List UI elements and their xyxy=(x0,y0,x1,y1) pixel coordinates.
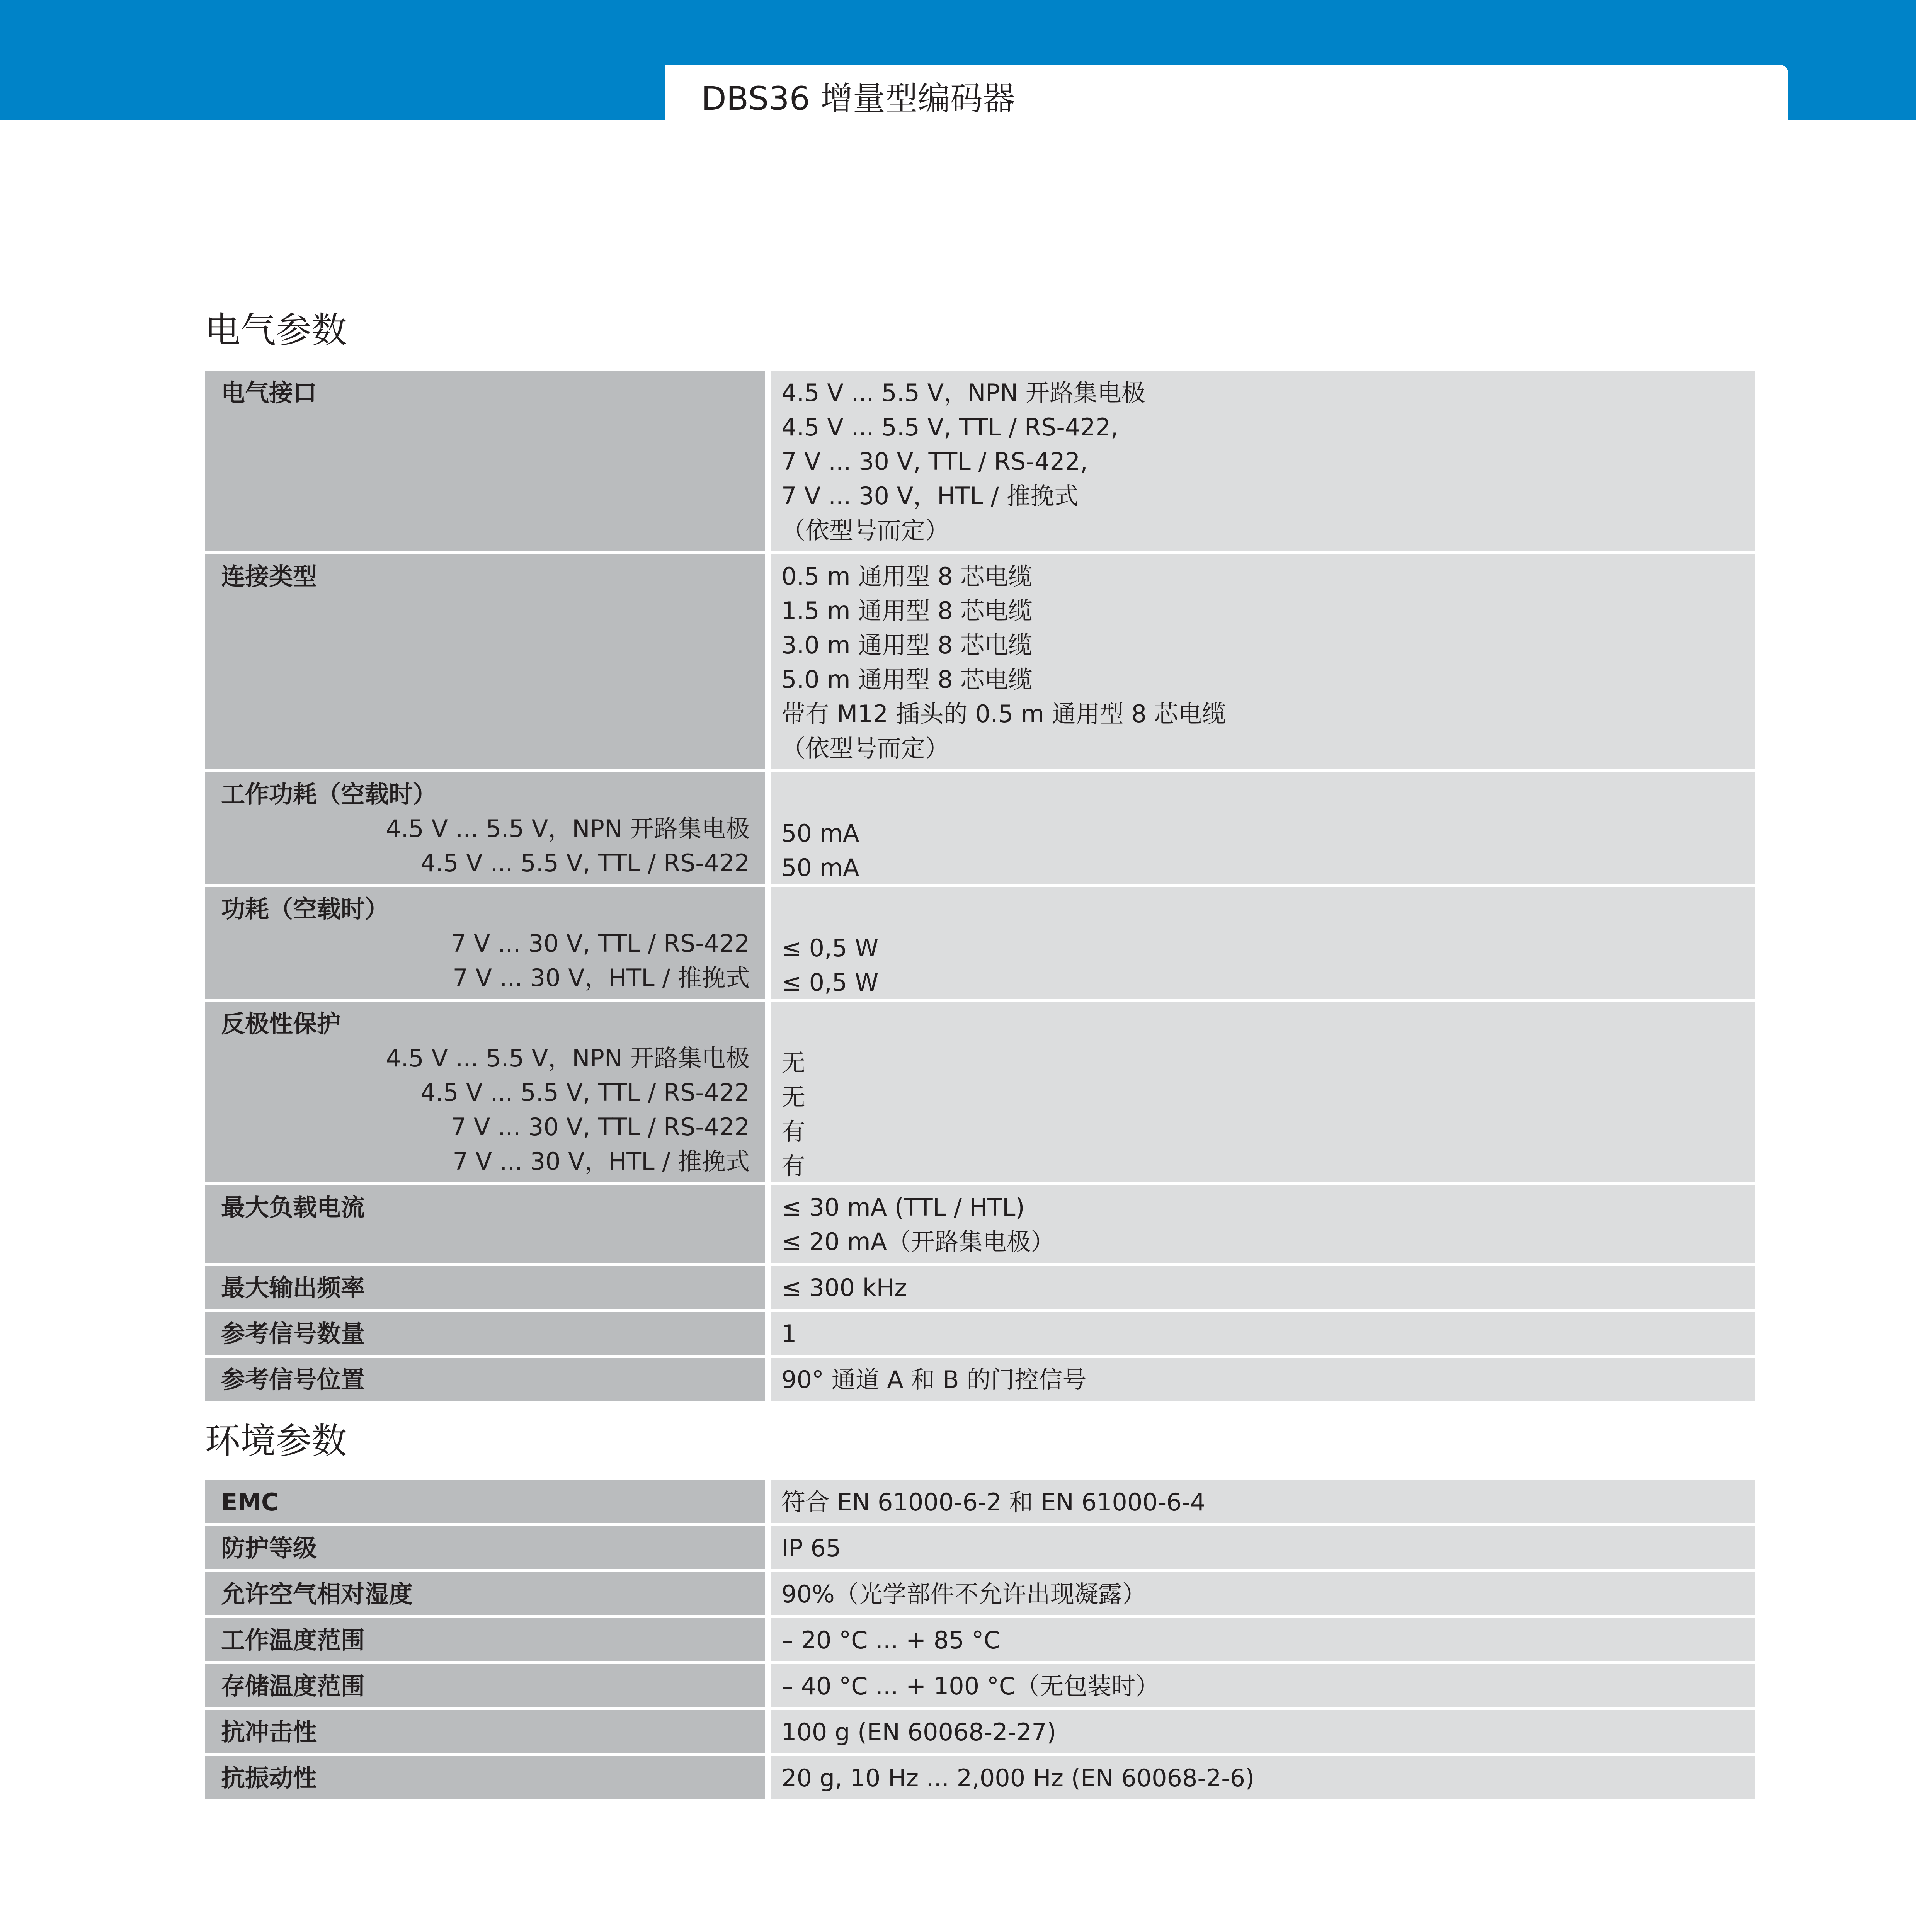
spec-value-cell xyxy=(765,1312,1755,1355)
spec-row xyxy=(205,772,1755,884)
spec-value: 有 xyxy=(781,1152,806,1180)
value-spacer xyxy=(781,892,1740,926)
spec-row xyxy=(205,1002,1755,1182)
spec-label-cell xyxy=(205,554,765,769)
spec-label: 存储温度范围 xyxy=(221,1672,365,1700)
spec-row xyxy=(205,371,1755,551)
spec-value: 5.0 m 通用型 8 芯电缆 xyxy=(781,665,1033,694)
spec-row xyxy=(205,1480,1755,1523)
spec-label: 参考信号位置 xyxy=(221,1366,365,1394)
spec-value-cell xyxy=(765,887,1755,999)
spec-row xyxy=(205,1185,1755,1263)
spec-label: 抗振动性 xyxy=(221,1764,317,1792)
spec-label-cell xyxy=(205,1526,765,1569)
spec-value: 50 mA xyxy=(781,854,859,882)
spec-value: 90%（光学部件不允许出现凝露） xyxy=(781,1580,1146,1608)
spec-value: 4.5 V ... 5.5 V，NPN 开路集电极 xyxy=(781,379,1145,407)
spec-value-cell xyxy=(765,1710,1755,1753)
spec-label-cell xyxy=(205,371,765,551)
spec-label-cell xyxy=(205,1185,765,1263)
spec-label: 工作温度范围 xyxy=(221,1626,365,1654)
spec-value-cell xyxy=(765,1002,1755,1182)
spec-value: IP 65 xyxy=(781,1534,841,1562)
spec-label-cell xyxy=(205,1266,765,1309)
spec-value: 1.5 m 通用型 8 芯电缆 xyxy=(781,597,1033,625)
spec-value: 符合 EN 61000-6-2 和 EN 61000-6-4 xyxy=(781,1488,1206,1516)
spec-label-cell xyxy=(205,1312,765,1355)
spec-row xyxy=(205,1358,1755,1401)
spec-label-cell xyxy=(205,1664,765,1707)
spec-sublabel: 7 V ... 30 V, TTL / RS-422 xyxy=(451,929,750,957)
spec-sublabel: 7 V ... 30 V，HTL / 推挽式 xyxy=(453,1147,750,1175)
spec-value: 7 V ... 30 V，HTL / 推挽式 xyxy=(781,482,1079,510)
spec-value-cell xyxy=(765,1480,1755,1523)
spec-value: 1 xyxy=(781,1320,797,1348)
spec-value-cell xyxy=(765,1618,1755,1661)
spec-label: 反极性保护 xyxy=(221,1010,341,1038)
spec-row xyxy=(205,887,1755,999)
spec-label: 电气接口 xyxy=(221,379,317,407)
value-spacer xyxy=(781,1007,1740,1041)
electrical-section-title: 电气参数 xyxy=(205,310,347,351)
spec-label: 抗冲击性 xyxy=(221,1718,317,1746)
spec-value: 50 mA xyxy=(781,819,859,847)
spec-row xyxy=(205,1266,1755,1309)
spec-sublabel: 4.5 V ... 5.5 V, TTL / RS-422 xyxy=(420,1078,750,1107)
value-spacer xyxy=(781,777,1740,811)
spec-value-cell xyxy=(765,1526,1755,1569)
spec-label: EMC xyxy=(221,1488,279,1516)
spec-value-cell xyxy=(765,1756,1755,1799)
spec-label: 功耗（空载时） xyxy=(221,895,389,923)
spec-label-cell xyxy=(205,1002,765,1182)
document-title: DBS36 增量型编码器 xyxy=(701,80,1015,117)
spec-label-cell xyxy=(205,1756,765,1799)
spec-value: 100 g (EN 60068-2-27) xyxy=(781,1718,1057,1746)
spec-value-cell xyxy=(765,1358,1755,1401)
spec-value: 0.5 m 通用型 8 芯电缆 xyxy=(781,562,1033,590)
spec-value: 7 V ... 30 V, TTL / RS-422, xyxy=(781,447,1088,476)
spec-sublabel: 4.5 V ... 5.5 V, TTL / RS-422 xyxy=(420,849,750,877)
spec-value-cell xyxy=(765,1664,1755,1707)
spec-row xyxy=(205,1618,1755,1661)
spec-value: 20 g, 10 Hz ... 2,000 Hz (EN 60068-2-6) xyxy=(781,1764,1255,1792)
spec-value-cell xyxy=(765,554,1755,769)
spec-label-cell xyxy=(205,772,765,884)
spec-value-cell xyxy=(765,1185,1755,1263)
spec-sublabel: 4.5 V ... 5.5 V，NPN 开路集电极 xyxy=(386,1044,750,1072)
spec-value: – 40 °C ... + 100 °C（无包装时） xyxy=(781,1672,1160,1700)
spec-value: ≤ 20 mA（开路集电极） xyxy=(781,1228,1055,1256)
spec-value: ≤ 30 mA (TTL / HTL) xyxy=(781,1193,1025,1221)
spec-label-cell xyxy=(205,1572,765,1615)
spec-value: （依型号而定） xyxy=(781,734,949,762)
spec-value-cell xyxy=(765,772,1755,884)
spec-row xyxy=(205,1756,1755,1799)
spec-value: 无 xyxy=(781,1049,806,1077)
spec-row xyxy=(205,554,1755,769)
spec-value: – 20 °C ... + 85 °C xyxy=(781,1626,1001,1654)
spec-value: ≤ 0,5 W xyxy=(781,934,879,962)
spec-value: 有 xyxy=(781,1117,806,1146)
spec-label-cell xyxy=(205,1480,765,1523)
spec-label: 最大负载电流 xyxy=(221,1193,365,1221)
spec-value: 无 xyxy=(781,1083,806,1111)
environment-section-title: 环境参数 xyxy=(205,1420,347,1462)
spec-label: 连接类型 xyxy=(221,562,317,590)
spec-label-cell xyxy=(205,1358,765,1401)
spec-row xyxy=(205,1312,1755,1355)
spec-label-cell xyxy=(205,1710,765,1753)
spec-row xyxy=(205,1664,1755,1707)
spec-label: 参考信号数量 xyxy=(221,1320,365,1348)
spec-value: 3.0 m 通用型 8 芯电缆 xyxy=(781,631,1033,659)
spec-row xyxy=(205,1572,1755,1615)
spec-sublabel: 4.5 V ... 5.5 V，NPN 开路集电极 xyxy=(386,815,750,843)
spec-value: ≤ 300 kHz xyxy=(781,1274,907,1302)
spec-value: ≤ 0,5 W xyxy=(781,968,879,997)
spec-value-cell xyxy=(765,371,1755,551)
spec-row xyxy=(205,1526,1755,1569)
spec-row xyxy=(205,1710,1755,1753)
spec-sublabel: 7 V ... 30 V, TTL / RS-422 xyxy=(451,1113,750,1141)
spec-label: 防护等级 xyxy=(221,1534,317,1562)
spec-value: （依型号而定） xyxy=(781,516,949,544)
environment-parameters-table xyxy=(205,1477,1755,1802)
spec-value: 带有 M12 插头的 0.5 m 通用型 8 芯电缆 xyxy=(781,700,1226,728)
spec-label: 最大输出频率 xyxy=(221,1274,365,1302)
spec-sublabel: 7 V ... 30 V，HTL / 推挽式 xyxy=(453,964,750,992)
spec-label: 工作功耗（空载时） xyxy=(221,780,437,808)
spec-value-cell xyxy=(765,1266,1755,1309)
electrical-parameters-table xyxy=(205,368,1755,1404)
spec-value: 90° 通道 A 和 B 的门控信号 xyxy=(781,1366,1087,1394)
spec-label-cell xyxy=(205,1618,765,1661)
spec-value-cell xyxy=(765,1572,1755,1615)
spec-value: 4.5 V ... 5.5 V, TTL / RS-422, xyxy=(781,413,1118,441)
spec-label: 允许空气相对湿度 xyxy=(221,1580,413,1608)
spec-label-cell xyxy=(205,887,765,999)
